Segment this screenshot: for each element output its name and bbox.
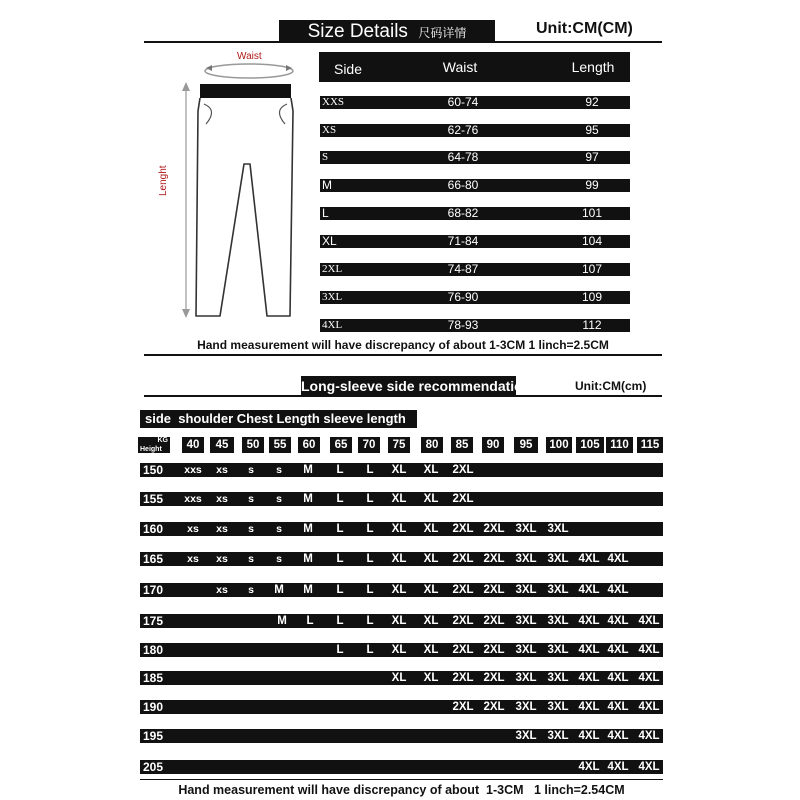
recommendation-note: Hand measurement will have discrepancy of about 1-3CM 1 linch=2.54CM [178,783,625,797]
recommendation-row: 185 XL XL 2XL 2XL 3XL 3XL 4XL 4XL 4XL [140,671,663,685]
recommendation-row: 165 xs xs s s M L L XL XL 2XL 2XL 3XL 3XL 4XL 4XL [140,552,663,566]
size-row: 2XL 74-87 107 [320,263,630,276]
recommendation-row: 195 3XL 3XL 4XL 4XL 4XL [140,729,663,743]
weight-header-cell: 45 [210,437,234,453]
size-row: XS 62-76 95 [320,124,630,137]
recommendation-row: 160 xs xs s s M L L XL XL 2XL 2XL 3XL 3XL [140,522,663,536]
weight-header-cell: 95 [514,437,538,453]
size-details-note: Hand measurement will have discrepancy of about 1-3CM 1 linch=2.5CM [197,338,609,352]
size-row: 4XL 78-93 112 [320,319,630,332]
recommendation-row: 180 L L XL XL 2XL 2XL 3XL 3XL 4XL 4XL 4XL [140,643,663,657]
size-row: XL 71-84 104 [320,235,630,248]
size-details-title-cn: 尺码详情 [418,26,467,40]
pants-diagram [162,46,312,336]
size-details-unit: Unit:CM(CM) [536,20,633,37]
recommendation-title: Long-sleeve side recommendation tale [301,376,516,397]
recommendation-unit: Unit:CM(cm) [575,379,647,393]
waist-label: Waist [237,51,262,62]
header-waist: Waist [442,59,478,75]
recommendation-row: 155 xxs xs s s M L L XL XL 2XL [140,492,663,506]
recommendation-row: 150 xxs xs s s M L L XL XL 2XL [140,463,663,477]
recommendation-row: 175 M L L L XL XL 2XL 2XL 3XL 3XL 4XL 4XL 4XL [140,614,663,628]
size-details-title-en: Size Details [307,21,408,42]
weight-header-cell: 90 [482,437,504,453]
height-kg-corner: KG Height [140,437,168,453]
weight-header-cell: 100 [546,437,572,453]
weight-header-cell: 60 [298,437,320,453]
header-side: Side [333,61,363,77]
weight-header-cell: 115 [637,437,663,453]
size-row: L 68-82 101 [320,207,630,220]
header-length: Length [571,59,615,75]
length-label: Lenght [158,165,169,196]
weight-header-cell: 40 [182,437,204,453]
size-details-bottom-rule [144,354,662,356]
recommendation-row: 205 4XL 4XL 4XL [140,760,663,774]
recommendation-bottom-rule [140,779,663,780]
size-row: S 64-78 97 [320,151,630,164]
weight-header-cell: 80 [421,437,443,453]
recommendation-subheader: side shoulder Chest Length sleeve length [140,410,417,428]
size-row: XXS 60-74 92 [320,96,630,109]
weight-header-cell: 50 [242,437,264,453]
recommendation-row: 170 xs s M M L L XL XL 2XL 2XL 3XL 3XL 4XL 4XL [140,583,663,597]
weight-header-cell: 105 [576,437,604,453]
weight-header-cell: 55 [269,437,291,453]
weight-header-cell: 75 [388,437,410,453]
weight-header-cell: 65 [330,437,352,453]
size-table-header [319,52,630,82]
weight-header-cell: 110 [606,437,633,453]
recommendation-row: 190 2XL 2XL 3XL 3XL 4XL 4XL 4XL [140,700,663,714]
size-row: M 66-80 99 [320,179,630,192]
size-details-title [279,20,495,43]
size-row: 3XL 76-90 109 [320,291,630,304]
weight-header-cell: 70 [358,437,380,453]
weight-header-cell: 85 [451,437,473,453]
